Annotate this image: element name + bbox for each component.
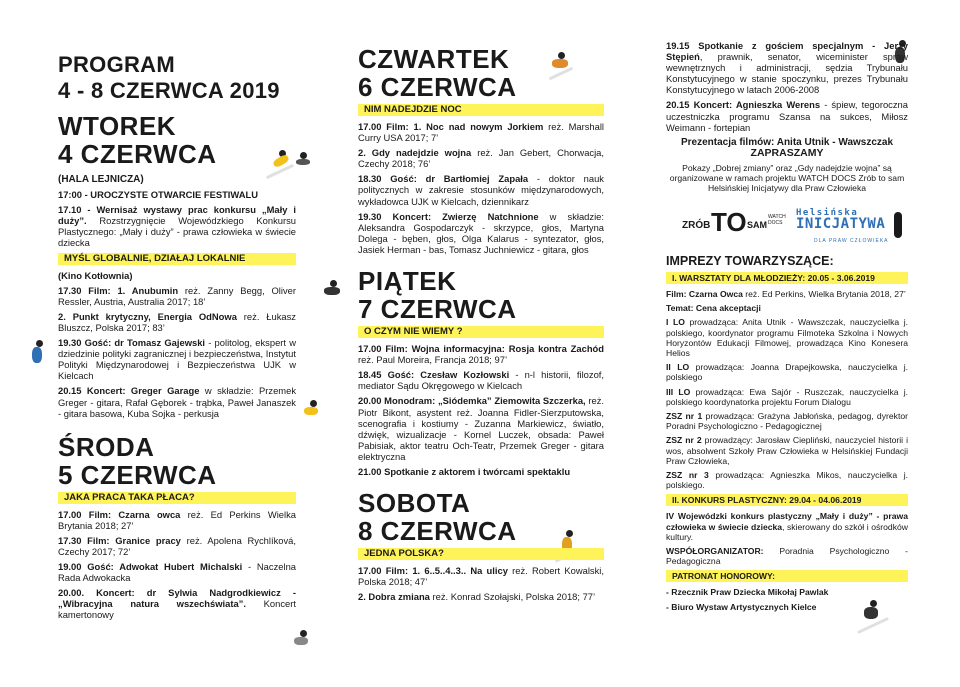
logo1-a: ZRÓB <box>682 220 711 231</box>
column-middle <box>358 0 604 606</box>
saturday-date: 8 CZERWCA <box>358 516 517 547</box>
walking-figure-illustration <box>320 280 350 306</box>
program-title: PROGRAM <box>58 52 175 77</box>
tuesday-bar: MYŚL GLOBALNIE, DZIAŁAJ LOKALNIE <box>58 253 296 265</box>
contest-list <box>666 511 908 566</box>
program-entry <box>666 99 908 132</box>
wednesday-bar: JAKA PRACA TAKA PŁACA? <box>58 492 296 504</box>
entry-bold: 20.15 Koncert: Agnieszka Werens <box>666 99 821 111</box>
program-entry <box>666 387 908 407</box>
entry-text: reż. Paul Moreira, Francja 2018; 97’ <box>358 354 508 366</box>
program-entry <box>358 369 604 391</box>
entry-bold: ZSZ nr 1 <box>666 411 703 422</box>
entry-bold: 19.30 Koncert: Zwierzę Natchnione <box>358 210 539 222</box>
thursday-date: 6 CZERWCA <box>358 72 517 102</box>
entry-text: Rozstrzygnięcie Wojewódzkiego Konkursu Plastycznego: „Mały i duży” - prawa człowieka w świecie dziecka <box>58 215 296 249</box>
program-entry <box>358 211 604 255</box>
program-entry <box>358 565 604 587</box>
program-entry <box>358 466 604 477</box>
column-right <box>666 0 908 198</box>
entry-text: prowadząca: Joanna Drapejkowska, nauczycielka j. polskiego <box>666 362 908 383</box>
program-entry <box>358 343 604 365</box>
entry-bold: 18.30 Gość: dr Bartłomiej Zapała <box>358 173 529 185</box>
entry-text: w składzie: Przemek Greger - gitara, Rafał Gęborek - trąbka, Paweł Janaszek - gitara basowa, Kuba Sojka - perkusja <box>58 385 297 419</box>
entry-text: - politolog, ekspert w dziedzinie polityki zagranicznej i bezpieczeństwa, Instytut Polityki Międzynarodowej i Bezpieczeństwa UJK w Kielcach <box>58 337 296 382</box>
entry-bold: 2. Punkt krytyczny, Energia OdNowa <box>58 310 237 322</box>
thursday-day: CZWARTEK <box>358 44 510 74</box>
entry-text: prowadząca: Ewa Sajór - Ruszczak, nauczycielka j. polskiego koordynatorka projektu Forum Dialogu <box>666 386 909 407</box>
entry-text: reż. Ed Perkins, Wielka Brytania 2018, 27’ <box>742 289 906 299</box>
tuesday-items <box>58 189 296 248</box>
entry-bold: WSPÓŁORGANIZATOR: <box>666 546 764 557</box>
entry-bold: IV Wojewódzki konkurs plastyczny „Mały i duży” - prawa człowieka w świecie dziecka <box>666 511 908 532</box>
entry-bold: 20.00. Koncert: dr Sylwia Nadgrodkiewicz - „Wibracyjna natura wszechświata”. <box>58 587 296 610</box>
program-entry <box>666 546 908 566</box>
tuesday-venue: (HALA LEJNICZA) <box>58 174 144 185</box>
program-entry <box>666 289 908 299</box>
column-right-lower <box>666 254 908 616</box>
program-entry <box>666 303 908 313</box>
walking-figure-illustration <box>30 340 50 370</box>
wednesday-date: 5 CZERWCA <box>58 459 217 490</box>
entry-bold: 2. Gdy nadejdzie wojna <box>358 147 472 159</box>
logo1-c: SAM <box>747 220 767 230</box>
entry-text: reż. Piotr Bikont, asystent reż. Joanna Fidler-Sierzputowska, scenografia i kostiumy - Zuzanna Markiewicz, światło, dźwięk, wizualizacje - Kornel Luczek, obsada: Paweł Pabisiak, aktor teatru Och-Teatr, Przemek Greger - gitara elektryczna <box>358 395 605 462</box>
right-items <box>666 40 908 133</box>
entry-text: - doktor nauk politycznych w zakresie stosunków międzynarodowych, wykładowca UJK w Kielcach, dziennikarz <box>358 173 604 207</box>
tuesday-day: WTOREK <box>58 111 177 141</box>
entry-text: prowadzący: Jarosław Ciepliński, nauczyciel historii i wos, absolwent Szkoły Praw Człowieka w Helsińskiej Fundacji Praw Człowieka, <box>666 435 908 466</box>
entry-bold: Film: Czarna Owca <box>666 289 743 299</box>
program-entry <box>58 189 296 200</box>
entry-bold: 20.15 Koncert: Greger Garage <box>58 385 200 397</box>
program-entry <box>58 337 296 381</box>
program-entry <box>58 204 296 248</box>
program-entry <box>58 509 296 531</box>
program-entry <box>358 591 604 602</box>
entry-bold: 2. Dobra zmiana <box>358 591 430 603</box>
entry-bold: 17.00 Film: 1. Noc nad nowym Jorkiem <box>358 121 544 132</box>
program-entry <box>666 411 908 431</box>
entry-text: reż. Marshall Curry USA 2017; 7’ <box>358 121 604 144</box>
entry-bold: 17.30 Film: Granice pracy <box>58 534 181 546</box>
entry-text: reż. Zanny Begg, Oliver Ressler, Austria, Australia 2017; 18’ <box>58 284 296 307</box>
entry-text: reż. Łukasz Bluszcz, Polska 2017; 83’ <box>58 310 296 333</box>
entry-bold: 19.15 Spotkanie z gościem specjalnym - Jerzy Stępień <box>666 40 908 63</box>
entry-text: reż. Jan Gebert, Chorwacja, Czechy 2018; 76’ <box>358 147 604 170</box>
workshops-list <box>666 289 908 490</box>
program-entry <box>358 395 604 462</box>
entry-bold: 17:00 - UROCZYSTE OTWARCIE FESTIWALU <box>58 189 259 201</box>
entry-text: prowadząca: Grażyna Jabłońska, pedagog, dyrektor Poradni Psychologiczno - Pedagogicznej <box>666 411 908 432</box>
patron-1: - Rzecznik Praw Dziecka Mikołaj Pawlak <box>666 587 829 598</box>
entry-text: reż. Ed Perkins Wielka Brytania 2018; 27’ <box>58 508 296 531</box>
contest-bar: II. KONKURS PLASTYCZNY: 29.04 - 04.06.2019 <box>666 494 908 506</box>
logo1-d: WATCH DOCS <box>768 214 786 226</box>
entry-text: w składzie: Aleksandra Gospodarczyk - skrzypce, głos, Martyna Dolega - bęben, głos, Olga Kalarus - syntezator, głos, Jasiek Herman - bas, Tomasz Juchniewicz - gitara, głos <box>358 210 604 255</box>
logo1-b: TO <box>711 207 747 237</box>
entry-text: reż. Apolena Rychlíková, Czechy 2017; 72’ <box>58 534 296 557</box>
entry-text: - śpiew, tegoroczna uczestniczka programu Szansa na sukces, Miłosz Weimann - fortepian <box>666 99 908 133</box>
program-entry <box>666 435 908 466</box>
program-entry <box>666 511 908 542</box>
friday-date: 7 CZERWCA <box>358 294 517 325</box>
saturday-items <box>358 565 604 602</box>
tuesday-items2 <box>58 285 296 419</box>
logo2-a: Helsińska <box>796 208 859 218</box>
program-entry <box>58 561 296 583</box>
entry-bold: 19.00 Gość: Adwokat Hubert Michalski <box>58 561 243 573</box>
program-entry <box>666 40 908 95</box>
presentation-line: Prezentacja filmów: Anita Utnik - Wawszczak <box>680 136 894 148</box>
entry-bold: Temat: Cena akceptacji <box>666 303 761 314</box>
program-entry <box>58 385 296 418</box>
entry-text: Poradnia Psychologiczno - Pedagogiczna <box>666 546 908 567</box>
entry-bold: 18.45 Gość: Czesław Kozłowski <box>358 369 510 381</box>
entry-bold: 20.00 Monodram: „Siódemka” Ziemowita Szczerka, <box>358 395 586 407</box>
entry-text: reż. Konrad Szołajski, Polska 2018; 77’ <box>429 591 596 603</box>
entry-bold: 21.00 Spotkanie z aktorem i twórcami spektaklu <box>358 465 571 477</box>
friday-items <box>358 343 604 477</box>
friday-bar: O CZYM NIE WIEMY ? <box>358 326 604 338</box>
entry-text: prowadząca: Agnieszka Mikos, nauczycielka j. polskiego. <box>666 470 908 491</box>
walking-figure-illustration <box>290 630 320 656</box>
zrob-to-sam-logo <box>678 206 790 246</box>
entry-text: Koncert kamertonowy <box>58 598 296 621</box>
entry-bold: 17.00 Film: Wojna informacyjna: Rosja kontra Zachód <box>358 343 604 355</box>
patron-2: - Biuro Wystaw Artystycznych Kielce <box>666 601 817 612</box>
entry-bold: 17.00 Film: 1. 6..5..4..3.. Na ulicy <box>358 565 508 577</box>
program-entry <box>666 362 908 382</box>
program-entry <box>58 311 296 333</box>
entry-bold: I LO <box>666 317 685 328</box>
entry-text: , skierowany do szkół i ośrodków kultury. <box>666 521 908 542</box>
entry-bold: ZSZ nr 2 <box>666 435 702 446</box>
entry-text: - Naczelna Rada Adwokacka <box>58 561 296 584</box>
program-entry <box>58 285 296 307</box>
logo2-b: INICJATYWA <box>796 216 886 232</box>
logo2-mark-icon <box>894 212 902 238</box>
program-entry <box>666 470 908 490</box>
thursday-items <box>358 121 604 255</box>
helsinska-inicjatywa-logo <box>796 206 906 246</box>
wednesday-day: ŚRODA <box>58 431 155 462</box>
imprezy-heading: IMPREZY TOWARZYSZĄCE: <box>666 254 834 268</box>
entry-text: - n-l historii, filozof, mediator Sądu Okręgowego w Kielcach <box>358 369 605 392</box>
walking-figure-illustration <box>300 400 330 426</box>
entry-bold: 17.10 - Wernisaż wystawy prac konkursu „Mały i duży”. <box>58 204 296 227</box>
tuesday-venue2: (Kino Kotłownia) <box>58 269 133 281</box>
program-entry <box>666 317 908 358</box>
program-entry <box>58 535 296 557</box>
entry-bold: II LO <box>666 362 690 373</box>
entry-bold: ZSZ nr 3 <box>666 470 709 481</box>
program-entry <box>358 121 604 143</box>
entry-bold: 17.00 Film: Czarna owca <box>58 508 181 520</box>
saturday-day: SOBOTA <box>358 488 471 519</box>
thursday-bar: NIM NADEJDZIE NOC <box>358 104 604 116</box>
entry-bold: 19.30 Gość: dr Tomasz Gajewski <box>58 337 206 349</box>
program-dates: 4 - 8 CZERWCA 2019 <box>58 78 280 103</box>
logo2-c: DLA PRAW CZŁOWIEKA <box>814 238 889 244</box>
column-left <box>58 0 296 625</box>
friday-day: PIĄTEK <box>358 266 457 297</box>
workshops-bar: I. WARSZTATY DLA MŁODZIEŻY: 20.05 - 3.06.2019 <box>666 272 908 284</box>
entry-text: prowadząca: Anita Utnik - Wawszczak, nauczycielka j. polskiego, koordynator programu Filmoteka Szkolna i Nowych Horyzontów Edukacji Filmowej, prowadząca Kino Konesera Helios <box>666 317 908 359</box>
watchdocs-note: Pokazy „Dobrej zmiany” oraz „Gdy nadejdzie wojna” są organizowane w ramach projektu WATCH DOCS Zrób to sam Helsińskiej Inicjatywy dla Praw Człowieka <box>669 162 905 194</box>
entry-text: , prawnik, senator, wiceminister spraw wewnętrznych i administracji, sędzia Trybunału Konstytucyjnego w stanie spoczynku, prezes Trybunału Konstytucyjnego w latach 2006-2008 <box>666 51 908 96</box>
program-entry <box>358 173 604 206</box>
wednesday-items <box>58 509 296 621</box>
program-entry <box>358 147 604 169</box>
entry-text: reż. Robert Kowalski, Polska 2018; 47’ <box>358 565 604 588</box>
tuesday-date: 4 CZERWCA <box>58 139 217 169</box>
program-entry <box>58 587 296 620</box>
entry-bold: III LO <box>666 386 691 397</box>
entry-bold: 17.30 Film: 1. Anubumin <box>58 284 179 296</box>
saturday-bar: JEDNA POLSKA? <box>358 548 604 560</box>
invite-line: ZAPRASZAMY <box>750 146 824 159</box>
patronage-bar: PATRONAT HONOROWY: <box>666 570 908 582</box>
